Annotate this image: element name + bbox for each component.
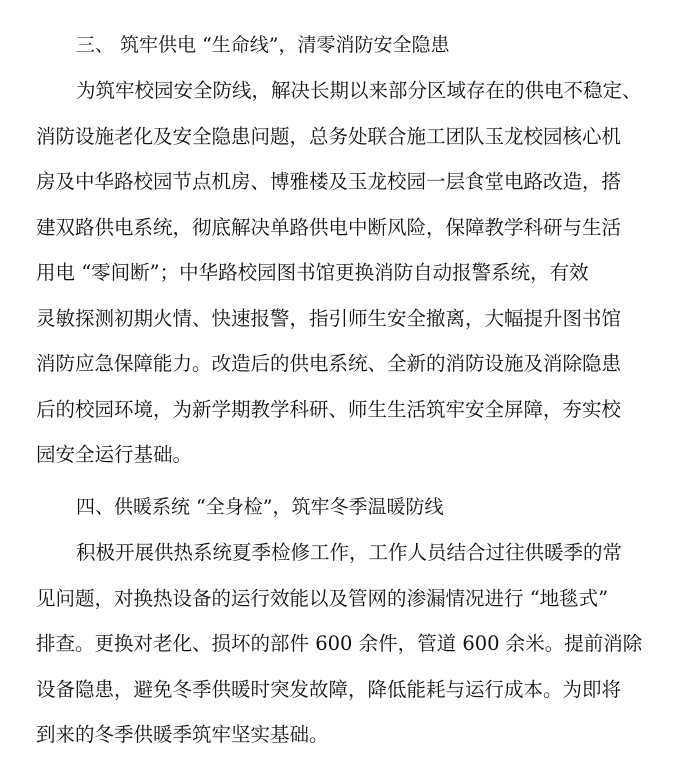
paragraph-line: 房及中华路校园节点机房、博雅楼及玉龙校园一层食堂电路改造，搭 (36, 170, 622, 193)
section-heading: 四、供暖系统 “全身检”，筑牢冬季温暖防线 (76, 496, 444, 518)
paragraph-line: 见问题，对换热设备的运行效能以及管网的渗漏情况进行 “地毯式” (36, 586, 609, 610)
paragraph-line: 到来的冬季供暖季筑牢坚实基础。 (36, 723, 329, 746)
section-heading: 三、 筑牢供电 “生命线”，清零消防安全隐患 (76, 34, 450, 56)
paragraph-line: 用电 “零间断”；中华路校园图书馆更换消防自动报警系统，有效 (36, 261, 589, 284)
paragraph-line: 设备隐患，避免冬季供暖时突发故障，降低能耗与运行成本。为即将 (36, 677, 622, 701)
paragraph-line: 后的校园环境，为新学期教学科研、师生生活筑牢安全屏障，夯实校 (36, 397, 622, 421)
paragraph-line: 消防设施老化及安全隐患问题，总务处联合施工团队玉龙校园核心机 (36, 124, 622, 148)
paragraph-line: 排查。更换对老化、损坏的部件 600 余件，管道 600 余米。提前消除 (36, 632, 643, 655)
paragraph-line: 园安全运行基础。 (36, 443, 193, 466)
section-power-fire-safety (0, 22, 684, 478)
paragraph-line: 建双路供电系统，彻底解决单路供电中断风险，保障教学科研与生活 (36, 215, 622, 239)
paragraph-line: 积极开展供热系统夏季检修工作，工作人员结合过往供暖季的常 (76, 541, 623, 564)
paragraph-line: 灵敏探测初期火情、快速报警，指引师生安全撤离，大幅提升图书馆 (36, 306, 622, 330)
paragraph-line: 为筑牢校园安全防线，解决长期以来部分区域存在的供电不稳定、 (76, 79, 642, 102)
section-paragraph (0, 68, 684, 478)
paragraph-line: 消防应急保障能力。改造后的供电系统、全新的消防设施及消除隐患 (36, 352, 622, 375)
section-paragraph (0, 530, 684, 758)
section-heating-system (0, 484, 684, 758)
